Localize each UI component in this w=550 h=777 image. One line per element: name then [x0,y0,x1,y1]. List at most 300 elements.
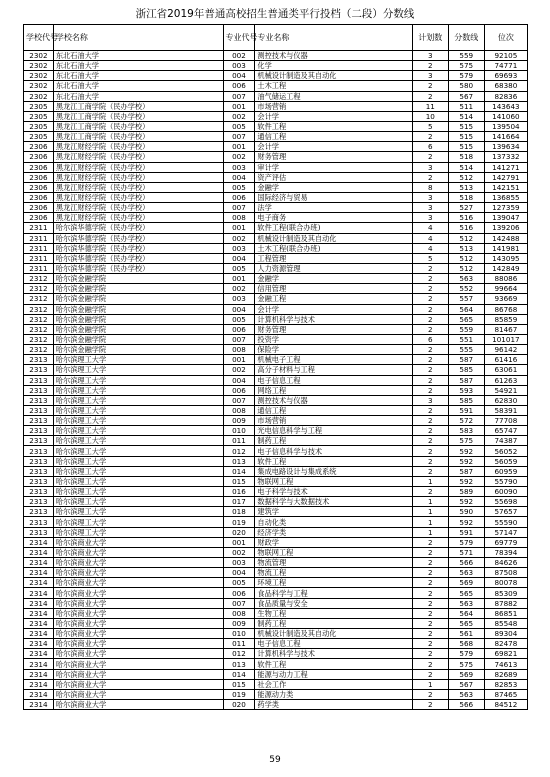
table-row [24,405,528,415]
cell-plan-count: 2 [412,436,448,446]
cell-plan-count: 2 [412,294,448,304]
cell-plan-count: 5 [412,121,448,131]
cell-major-code: 005 [223,263,255,273]
cell-school-code: 2313 [24,487,54,497]
cell-rank: 139206 [484,223,527,233]
cell-major-name: 社会工作 [255,679,412,689]
table-row [24,203,528,213]
table-row [24,101,528,111]
cell-score-line: 592 [448,497,484,507]
cell-school-code: 2313 [24,355,54,365]
cell-school-code: 2311 [24,263,54,273]
cell-plan-count: 2 [412,416,448,426]
cell-major-code: 001 [223,355,255,365]
table-row [24,162,528,172]
cell-major-code: 007 [223,395,255,405]
cell-score-line: 587 [448,466,484,476]
table-row [24,700,528,710]
table-row [24,385,528,395]
cell-plan-count: 3 [412,395,448,405]
cell-school-name: 黑龙江工商学院（民办学校） [53,101,223,111]
cell-rank: 142791 [484,172,527,182]
cell-major-name: 能源与动力工程 [255,669,412,679]
table-row [24,649,528,659]
cell-major-name: 电子信息工程 [255,375,412,385]
cell-rank: 69779 [484,537,527,547]
cell-score-line: 579 [448,649,484,659]
cell-rank: 57657 [484,507,527,517]
cell-plan-count: 2 [412,659,448,669]
cell-major-code: 011 [223,436,255,446]
cell-rank: 65747 [484,426,527,436]
cell-school-name: 哈尔滨华德学院（民办学校） [53,223,223,233]
cell-plan-count: 2 [412,61,448,71]
cell-school-code: 2312 [24,314,54,324]
cell-rank: 55590 [484,517,527,527]
cell-plan-count: 2 [412,375,448,385]
cell-school-code: 2313 [24,375,54,385]
cell-rank: 142151 [484,182,527,192]
cell-rank: 87465 [484,689,527,699]
cell-score-line: 591 [448,527,484,537]
cell-score-line: 564 [448,304,484,314]
table-row [24,588,528,598]
cell-plan-count: 1 [412,517,448,527]
table-row [24,527,528,537]
cell-major-code: 002 [223,111,255,121]
cell-school-code: 2314 [24,700,54,710]
cell-school-code: 2305 [24,121,54,131]
cell-major-name: 物联网工程 [255,476,412,486]
cell-school-name: 哈尔滨商业大学 [53,629,223,639]
cell-rank: 87508 [484,568,527,578]
cell-plan-count: 3 [412,213,448,223]
cell-rank: 85548 [484,618,527,628]
cell-school-name: 哈尔滨商业大学 [53,649,223,659]
cell-rank: 68380 [484,81,527,91]
cell-school-code: 2306 [24,152,54,162]
cell-rank: 82478 [484,639,527,649]
table-row [24,416,528,426]
cell-major-code: 001 [223,223,255,233]
cell-school-code: 2313 [24,517,54,527]
table-row [24,233,528,243]
table-row [24,507,528,517]
cell-rank: 93669 [484,294,527,304]
cell-score-line: 513 [448,182,484,192]
cell-school-name: 黑龙江财经学院（民办学校） [53,213,223,223]
cell-school-name: 东北石油大学 [53,51,223,61]
cell-school-name: 哈尔滨商业大学 [53,700,223,710]
table-row [24,223,528,233]
cell-major-name: 金融工程 [255,294,412,304]
table-row [24,608,528,618]
cell-score-line: 591 [448,405,484,415]
cell-plan-count: 1 [412,497,448,507]
cell-school-name: 黑龙江工商学院（民办学校） [53,121,223,131]
cell-school-name: 哈尔滨理工大学 [53,517,223,527]
cell-major-name: 网络工程 [255,385,412,395]
cell-plan-count: 1 [412,507,448,517]
cell-major-code: 011 [223,639,255,649]
cell-major-code: 006 [223,192,255,202]
table-row [24,476,528,486]
cell-plan-count: 2 [412,324,448,334]
cell-school-code: 2313 [24,365,54,375]
cell-school-name: 哈尔滨理工大学 [53,507,223,517]
header-school-code: 学校代号 [24,25,54,51]
cell-school-code: 2306 [24,192,54,202]
cell-score-line: 561 [448,629,484,639]
cell-major-name: 计算机科学与技术 [255,649,412,659]
cell-major-code: 005 [223,182,255,192]
cell-major-name: 资产评估 [255,172,412,182]
cell-major-name: 机械设计制造及其自动化 [255,233,412,243]
cell-rank: 84512 [484,700,527,710]
cell-major-name: 光电信息科学与工程 [255,426,412,436]
cell-major-name: 审计学 [255,162,412,172]
cell-major-name: 物联网工程 [255,547,412,557]
table-row [24,436,528,446]
cell-school-code: 2313 [24,426,54,436]
cell-score-line: 563 [448,598,484,608]
cell-score-line: 583 [448,426,484,436]
table-row [24,51,528,61]
cell-school-name: 黑龙江工商学院（民办学校） [53,132,223,142]
table-row [24,375,528,385]
cell-plan-count: 2 [412,355,448,365]
cell-major-name: 金融学 [255,274,412,284]
cell-rank: 61416 [484,355,527,365]
cell-school-name: 哈尔滨理工大学 [53,385,223,395]
cell-rank: 84626 [484,558,527,568]
page-title: 浙江省2019年普通高校招生普通类平行投档（二段）分数线 [135,8,415,20]
cell-rank: 80078 [484,578,527,588]
cell-plan-count: 5 [412,253,448,263]
cell-major-name: 物流工程 [255,568,412,578]
cell-rank: 56059 [484,456,527,466]
cell-school-code: 2313 [24,385,54,395]
cell-school-name: 黑龙江财经学院（民办学校） [53,152,223,162]
cell-school-name: 哈尔滨理工大学 [53,487,223,497]
cell-plan-count: 2 [412,152,448,162]
cell-score-line: 567 [448,679,484,689]
cell-major-name: 财政学 [255,537,412,547]
cell-school-name: 哈尔滨理工大学 [53,497,223,507]
cell-score-line: 566 [448,700,484,710]
cell-rank: 74387 [484,436,527,446]
cell-score-line: 575 [448,659,484,669]
cell-major-name: 投资学 [255,334,412,344]
cell-rank: 92105 [484,51,527,61]
cell-major-code: 002 [223,547,255,557]
cell-school-code: 2314 [24,558,54,568]
cell-school-name: 哈尔滨金融学院 [53,274,223,284]
cell-major-name: 电子商务 [255,213,412,223]
table-row [24,487,528,497]
cell-major-code: 004 [223,253,255,263]
cell-school-name: 哈尔滨华德学院（民办学校） [53,253,223,263]
cell-rank: 127359 [484,203,527,213]
cell-score-line: 579 [448,537,484,547]
cell-school-code: 2305 [24,132,54,142]
table-row [24,111,528,121]
cell-rank: 60959 [484,466,527,476]
admission-score-table [23,24,528,710]
cell-score-line: 515 [448,121,484,131]
cell-major-code: 020 [223,527,255,537]
cell-major-name: 高分子材料与工程 [255,365,412,375]
cell-plan-count: 1 [412,476,448,486]
cell-school-name: 哈尔滨商业大学 [53,689,223,699]
cell-plan-count: 8 [412,182,448,192]
cell-rank: 101017 [484,334,527,344]
cell-school-name: 黑龙江财经学院（民办学校） [53,162,223,172]
cell-major-name: 食品科学与工程 [255,588,412,598]
cell-major-code: 006 [223,81,255,91]
cell-score-line: 515 [448,142,484,152]
cell-rank: 58391 [484,405,527,415]
table-row [24,355,528,365]
cell-plan-count: 2 [412,385,448,395]
cell-major-code: 007 [223,203,255,213]
cell-major-code: 009 [223,618,255,628]
cell-plan-count: 2 [412,547,448,557]
cell-plan-count: 2 [412,81,448,91]
table-row [24,679,528,689]
header-plan-count: 计划数 [412,25,448,51]
table-row [24,345,528,355]
cell-school-code: 2314 [24,629,54,639]
cell-rank: 139047 [484,213,527,223]
cell-rank: 87882 [484,598,527,608]
cell-school-code: 2314 [24,568,54,578]
cell-rank: 55698 [484,497,527,507]
cell-school-code: 2302 [24,91,54,101]
cell-plan-count: 2 [412,132,448,142]
cell-school-code: 2314 [24,608,54,618]
cell-major-code: 015 [223,679,255,689]
table-row [24,334,528,344]
cell-major-name: 测控技术与仪器 [255,51,412,61]
cell-plan-count: 1 [412,527,448,537]
cell-school-name: 哈尔滨金融学院 [53,314,223,324]
cell-school-code: 2306 [24,162,54,172]
cell-score-line: 565 [448,314,484,324]
cell-school-code: 2302 [24,61,54,71]
cell-major-code: 013 [223,659,255,669]
cell-school-name: 哈尔滨华德学院（民办学校） [53,263,223,273]
cell-score-line: 559 [448,51,484,61]
cell-major-code: 004 [223,304,255,314]
table-row [24,172,528,182]
cell-score-line: 592 [448,456,484,466]
cell-school-code: 2313 [24,446,54,456]
cell-score-line: 551 [448,334,484,344]
cell-school-name: 哈尔滨金融学院 [53,345,223,355]
cell-rank: 69693 [484,71,527,81]
table-row [24,61,528,71]
table-row [24,497,528,507]
cell-major-name: 通信工程 [255,132,412,142]
cell-score-line: 518 [448,152,484,162]
cell-major-name: 自动化类 [255,517,412,527]
cell-plan-count: 2 [412,700,448,710]
table-row [24,639,528,649]
cell-rank: 89304 [484,629,527,639]
cell-major-code: 004 [223,375,255,385]
cell-rank: 142488 [484,233,527,243]
cell-school-code: 2302 [24,71,54,81]
table-row [24,253,528,263]
cell-school-code: 2312 [24,284,54,294]
table-row [24,537,528,547]
cell-school-name: 哈尔滨金融学院 [53,334,223,344]
cell-school-name: 哈尔滨金融学院 [53,304,223,314]
cell-school-name: 黑龙江财经学院（民办学校） [53,172,223,182]
cell-rank: 136855 [484,192,527,202]
cell-score-line: 559 [448,324,484,334]
cell-school-code: 2312 [24,274,54,284]
header-major-name: 专业名称 [255,25,412,51]
cell-school-name: 哈尔滨理工大学 [53,466,223,476]
cell-score-line: 592 [448,476,484,486]
table-row [24,182,528,192]
cell-plan-count: 2 [412,578,448,588]
cell-major-name: 信用管理 [255,284,412,294]
cell-major-code: 001 [223,537,255,547]
cell-major-name: 国际经济与贸易 [255,192,412,202]
table-row [24,466,528,476]
cell-school-code: 2313 [24,395,54,405]
cell-major-code: 003 [223,61,255,71]
cell-major-name: 金融学 [255,182,412,192]
cell-major-name: 环境工程 [255,578,412,588]
cell-major-code: 008 [223,213,255,223]
cell-plan-count: 4 [412,223,448,233]
cell-school-code: 2314 [24,537,54,547]
cell-school-code: 2311 [24,223,54,233]
cell-school-code: 2314 [24,679,54,689]
cell-major-name: 生物工程 [255,608,412,618]
cell-rank: 141981 [484,243,527,253]
cell-school-code: 2306 [24,172,54,182]
cell-score-line: 589 [448,487,484,497]
cell-school-name: 哈尔滨商业大学 [53,618,223,628]
cell-major-code: 003 [223,294,255,304]
cell-school-code: 2312 [24,345,54,355]
cell-major-code: 005 [223,578,255,588]
cell-school-code: 2314 [24,598,54,608]
cell-major-name: 会计学 [255,111,412,121]
cell-rank: 142849 [484,263,527,273]
cell-major-name: 财务管理 [255,152,412,162]
cell-plan-count: 2 [412,263,448,273]
cell-score-line: 566 [448,558,484,568]
cell-rank: 143095 [484,253,527,263]
cell-school-code: 2302 [24,81,54,91]
cell-school-name: 哈尔滨商业大学 [53,679,223,689]
cell-rank: 137332 [484,152,527,162]
cell-school-code: 2314 [24,639,54,649]
cell-major-code: 003 [223,243,255,253]
cell-school-name: 哈尔滨理工大学 [53,456,223,466]
cell-major-name: 电子信息科学与技术 [255,446,412,456]
cell-score-line: 572 [448,416,484,426]
cell-major-name: 制药工程 [255,618,412,628]
cell-plan-count: 2 [412,558,448,568]
cell-plan-count: 2 [412,466,448,476]
cell-school-code: 2314 [24,578,54,588]
cell-score-line: 575 [448,61,484,71]
cell-major-code: 002 [223,233,255,243]
cell-rank: 86851 [484,608,527,618]
cell-major-code: 004 [223,71,255,81]
cell-school-name: 哈尔滨商业大学 [53,537,223,547]
cell-plan-count: 2 [412,91,448,101]
cell-plan-count: 2 [412,345,448,355]
cell-school-code: 2313 [24,405,54,415]
cell-school-name: 黑龙江工商学院（民办学校） [53,111,223,121]
cell-rank: 141271 [484,162,527,172]
cell-major-name: 集成电路设计与集成系统 [255,466,412,476]
cell-school-code: 2305 [24,111,54,121]
cell-plan-count: 2 [412,639,448,649]
cell-major-name: 市场营销 [255,101,412,111]
cell-major-name: 电子科学与技术 [255,487,412,497]
header-school-name: 学校名称 [53,25,223,51]
table-row [24,243,528,253]
cell-major-code: 016 [223,487,255,497]
cell-school-code: 2313 [24,476,54,486]
cell-major-name: 机械设计制造及其自动化 [255,71,412,81]
cell-school-code: 2306 [24,203,54,213]
cell-school-code: 2313 [24,497,54,507]
cell-school-name: 哈尔滨理工大学 [53,405,223,415]
cell-plan-count: 2 [412,598,448,608]
cell-score-line: 593 [448,385,484,395]
cell-rank: 54921 [484,385,527,395]
cell-major-name: 经济学类 [255,527,412,537]
cell-school-name: 哈尔滨商业大学 [53,669,223,679]
cell-plan-count: 3 [412,192,448,202]
cell-school-code: 2314 [24,649,54,659]
cell-plan-count: 2 [412,284,448,294]
cell-score-line: 563 [448,689,484,699]
cell-school-name: 哈尔滨理工大学 [53,365,223,375]
cell-major-code: 014 [223,669,255,679]
cell-school-name: 哈尔滨理工大学 [53,375,223,385]
cell-score-line: 514 [448,162,484,172]
cell-school-code: 2311 [24,253,54,263]
cell-major-name: 食品质量与安全 [255,598,412,608]
cell-plan-count: 4 [412,233,448,243]
cell-plan-count: 2 [412,365,448,375]
cell-score-line: 569 [448,669,484,679]
cell-major-code: 005 [223,314,255,324]
cell-plan-count: 2 [412,487,448,497]
cell-rank: 69821 [484,649,527,659]
table-row [24,395,528,405]
cell-plan-count: 2 [412,588,448,598]
cell-score-line: 569 [448,578,484,588]
cell-school-name: 哈尔滨华德学院（民办学校） [53,243,223,253]
table-row [24,121,528,131]
cell-score-line: 557 [448,294,484,304]
cell-rank: 57147 [484,527,527,537]
cell-major-name: 数据科学与大数据技术 [255,497,412,507]
table-header-row [24,25,528,51]
